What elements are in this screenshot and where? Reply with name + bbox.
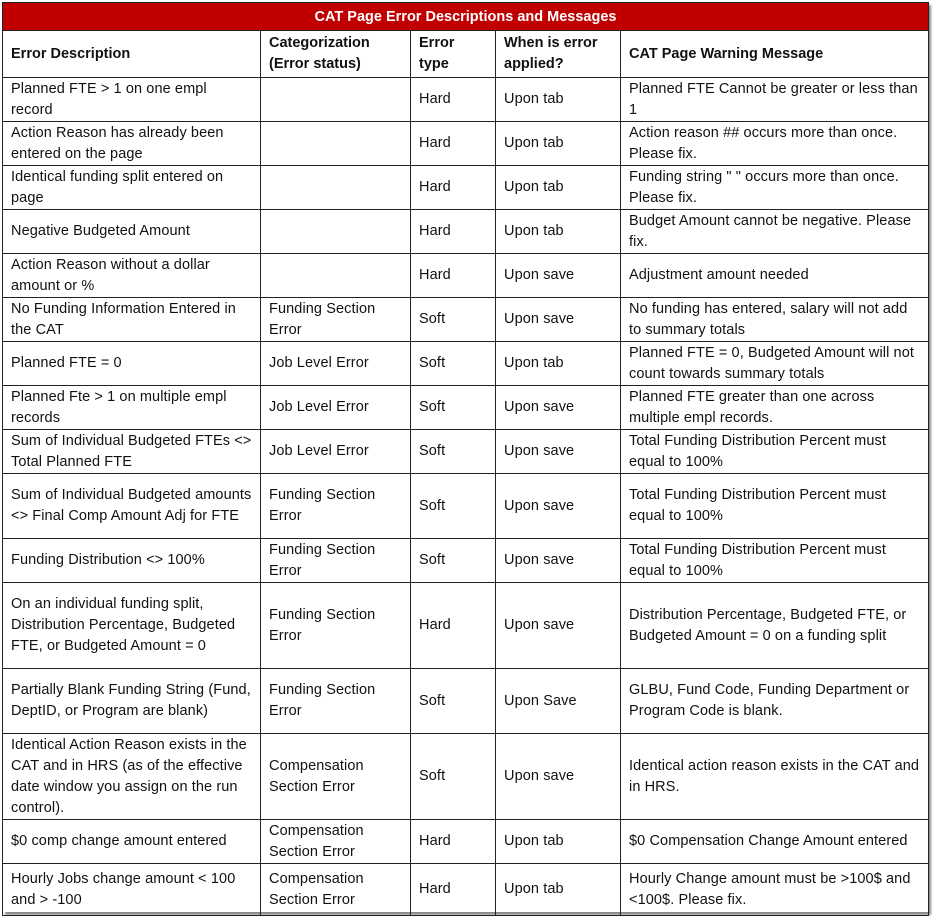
table-title: CAT Page Error Descriptions and Messages: [3, 3, 929, 31]
error-description-cell: Hourly Jobs change amount < 100 and > -100: [3, 864, 261, 916]
warning-message-cell: Budget Amount cannot be negative. Please fix.: [621, 210, 929, 254]
error-type-cell: Soft: [411, 669, 496, 734]
error-type-cell: Soft: [411, 298, 496, 342]
categorization-cell: Compensation Section Error: [261, 864, 411, 916]
when-applied-cell: Upon save: [496, 386, 621, 430]
when-applied-cell: Upon tab: [496, 122, 621, 166]
header-row: [3, 31, 929, 78]
error-description-cell: Action Reason has already been entered on the page: [3, 122, 261, 166]
title-row: [3, 3, 929, 31]
error-description-cell: On an individual funding split, Distribution Percentage, Budgeted FTE, or Budgeted Amount = 0: [3, 583, 261, 669]
warning-message-cell: Adjustment amount needed: [621, 254, 929, 298]
error-type-cell: Hard: [411, 210, 496, 254]
categorization-cell: [261, 78, 411, 122]
error-description-cell: Funding Distribution <> 100%: [3, 539, 261, 583]
error-description-cell: Planned FTE = 0: [3, 342, 261, 386]
categorization-cell: Job Level Error: [261, 430, 411, 474]
table-row: [3, 583, 929, 669]
categorization-cell: [261, 254, 411, 298]
error-type-cell: Soft: [411, 342, 496, 386]
header-categorization: Categorization (Error status): [261, 31, 411, 78]
table-row: [3, 386, 929, 430]
categorization-cell: Compensation Section Error: [261, 734, 411, 820]
error-table-container: [2, 2, 928, 912]
error-type-cell: Soft: [411, 734, 496, 820]
warning-message-cell: Distribution Percentage, Budgeted FTE, or Budgeted Amount = 0 on a funding split: [621, 583, 929, 669]
error-type-cell: Hard: [411, 122, 496, 166]
when-applied-cell: Upon tab: [496, 820, 621, 864]
warning-message-cell: Planned FTE Cannot be greater or less than 1: [621, 78, 929, 122]
table-row: [3, 298, 929, 342]
when-applied-cell: Upon tab: [496, 210, 621, 254]
table-row: [3, 820, 929, 864]
warning-message-cell: Total Funding Distribution Percent must equal to 100%: [621, 430, 929, 474]
table-row: [3, 539, 929, 583]
error-type-cell: Hard: [411, 583, 496, 669]
categorization-cell: Job Level Error: [261, 342, 411, 386]
categorization-cell: [261, 122, 411, 166]
when-applied-cell: Upon save: [496, 539, 621, 583]
error-type-cell: Soft: [411, 539, 496, 583]
error-description-cell: Identical Action Reason exists in the CAT and in HRS (as of the effective date window you assign on the run control).: [3, 734, 261, 820]
categorization-cell: Compensation Section Error: [261, 820, 411, 864]
table-row: [3, 430, 929, 474]
when-applied-cell: Upon save: [496, 298, 621, 342]
error-type-cell: Hard: [411, 254, 496, 298]
error-type-cell: Soft: [411, 474, 496, 539]
categorization-cell: [261, 166, 411, 210]
warning-message-cell: Total Funding Distribution Percent must equal to 100%: [621, 474, 929, 539]
when-applied-cell: Upon save: [496, 430, 621, 474]
when-applied-cell: Upon save: [496, 254, 621, 298]
table-row: [3, 864, 929, 916]
warning-message-cell: Total Funding Distribution Percent must equal to 100%: [621, 539, 929, 583]
error-description-cell: Planned FTE > 1 on one empl record: [3, 78, 261, 122]
header-warning-message: CAT Page Warning Message: [621, 31, 929, 78]
header-error-type: Error type: [411, 31, 496, 78]
error-type-cell: Hard: [411, 820, 496, 864]
error-descriptions-table: [2, 2, 929, 916]
when-applied-cell: Upon save: [496, 583, 621, 669]
warning-message-cell: Action reason ## occurs more than once. Please fix.: [621, 122, 929, 166]
warning-message-cell: Planned FTE greater than one across multiple empl records.: [621, 386, 929, 430]
error-type-cell: Hard: [411, 78, 496, 122]
categorization-cell: Funding Section Error: [261, 583, 411, 669]
warning-message-cell: GLBU, Fund Code, Funding Department or Program Code is blank.: [621, 669, 929, 734]
when-applied-cell: Upon tab: [496, 78, 621, 122]
table-row: [3, 166, 929, 210]
error-description-cell: Action Reason without a dollar amount or %: [3, 254, 261, 298]
header-when-applied: When is error applied?: [496, 31, 621, 78]
error-description-cell: $0 comp change amount entered: [3, 820, 261, 864]
when-applied-cell: Upon tab: [496, 864, 621, 916]
error-type-cell: Soft: [411, 430, 496, 474]
table-row: [3, 474, 929, 539]
categorization-cell: Funding Section Error: [261, 298, 411, 342]
when-applied-cell: Upon tab: [496, 166, 621, 210]
warning-message-cell: Identical action reason exists in the CAT and in HRS.: [621, 734, 929, 820]
when-applied-cell: Upon save: [496, 474, 621, 539]
error-description-cell: Partially Blank Funding String (Fund, DeptID, or Program are blank): [3, 669, 261, 734]
error-description-cell: Identical funding split entered on page: [3, 166, 261, 210]
warning-message-cell: No funding has entered, salary will not add to summary totals: [621, 298, 929, 342]
warning-message-cell: Hourly Change amount must be >100$ and <100$. Please fix.: [621, 864, 929, 916]
table-row: [3, 734, 929, 820]
warning-message-cell: Funding string " " occurs more than once. Please fix.: [621, 166, 929, 210]
table-row: [3, 342, 929, 386]
categorization-cell: Job Level Error: [261, 386, 411, 430]
table-row: [3, 210, 929, 254]
error-type-cell: Soft: [411, 386, 496, 430]
categorization-cell: [261, 210, 411, 254]
table-row: [3, 669, 929, 734]
error-description-cell: Negative Budgeted Amount: [3, 210, 261, 254]
warning-message-cell: Planned FTE = 0, Budgeted Amount will not count towards summary totals: [621, 342, 929, 386]
when-applied-cell: Upon Save: [496, 669, 621, 734]
categorization-cell: Funding Section Error: [261, 474, 411, 539]
when-applied-cell: Upon save: [496, 734, 621, 820]
table-row: [3, 254, 929, 298]
warning-message-cell: $0 Compensation Change Amount entered: [621, 820, 929, 864]
categorization-cell: Funding Section Error: [261, 669, 411, 734]
error-description-cell: Planned Fte > 1 on multiple empl records: [3, 386, 261, 430]
error-description-cell: Sum of Individual Budgeted amounts <> Final Comp Amount Adj for FTE: [3, 474, 261, 539]
header-error-description: Error Description: [3, 31, 261, 78]
error-type-cell: Hard: [411, 166, 496, 210]
error-description-cell: No Funding Information Entered in the CAT: [3, 298, 261, 342]
when-applied-cell: Upon tab: [496, 342, 621, 386]
categorization-cell: Funding Section Error: [261, 539, 411, 583]
table-row: [3, 78, 929, 122]
error-type-cell: Hard: [411, 864, 496, 916]
table-row: [3, 122, 929, 166]
error-description-cell: Sum of Individual Budgeted FTEs <> Total Planned FTE: [3, 430, 261, 474]
